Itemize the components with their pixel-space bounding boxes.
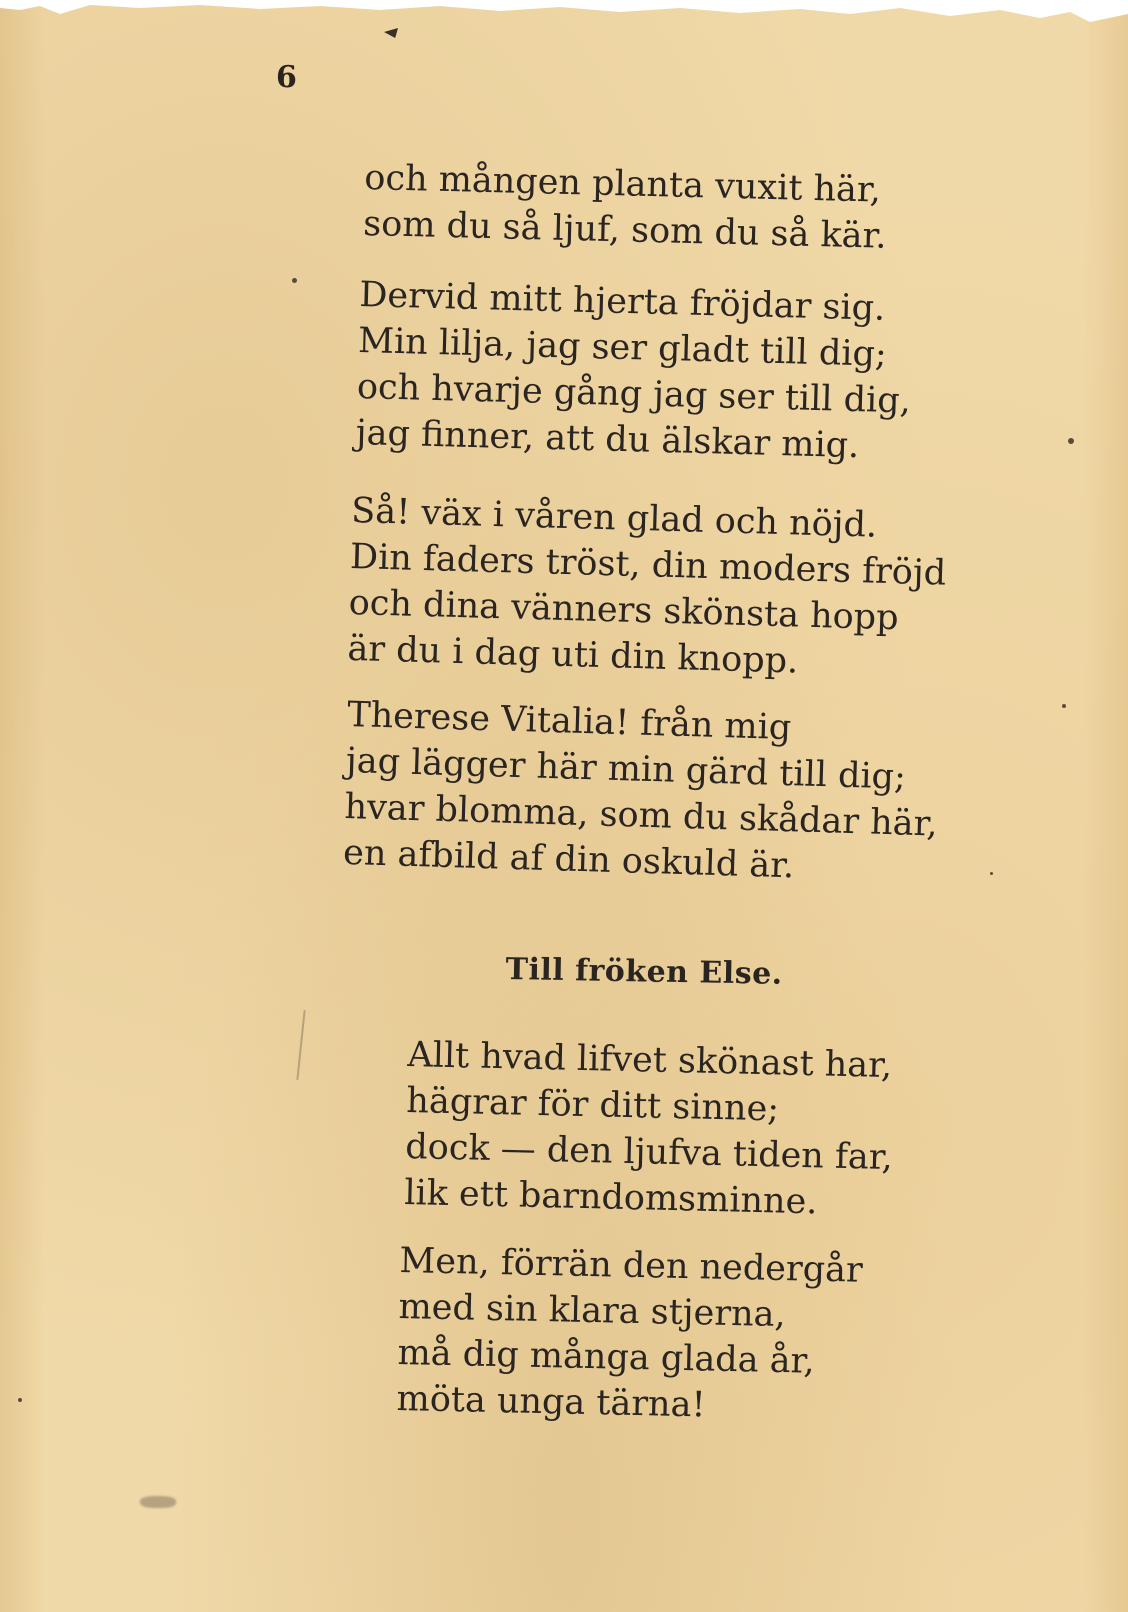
- verse-line: Allt hvad lifvet skönast har,: [407, 1034, 893, 1086]
- verse-line: och mången planta vuxit här,: [363, 157, 882, 211]
- verse-line: jag finner, att du älskar mig.: [355, 412, 860, 467]
- verse-line: och dina vänners skönsta hopp: [348, 582, 900, 639]
- paper-speck: [990, 872, 993, 875]
- verse-line: Therese Vitalia! från mig: [346, 694, 792, 749]
- verse-line: må dig många glada år,: [397, 1332, 815, 1382]
- paper-speck: [292, 278, 297, 283]
- page-number: 6: [276, 60, 297, 95]
- verse-line: en afbild af din oskuld är.: [342, 832, 795, 887]
- verse-line: Men, förrän den nedergår: [399, 1240, 864, 1291]
- torn-paper-edge: [0, 0, 1128, 40]
- verse-line: med sin klara stjerna,: [398, 1286, 786, 1336]
- ink-smudge: [140, 1496, 176, 1508]
- paper-speck: [1068, 438, 1074, 444]
- verse-line: Så! väx i våren glad och nöjd.: [350, 490, 878, 546]
- stanza-4: [343, 692, 941, 894]
- verse-line: lik ett barndomsminne.: [403, 1172, 818, 1223]
- verse-line: dock — den ljufva tiden far,: [404, 1126, 894, 1179]
- verse-line: Min lilja, jag ser gladt till dig;: [357, 320, 888, 375]
- verse-line: hägrar för ditt sinne;: [405, 1080, 780, 1130]
- stanza-3: [347, 488, 948, 689]
- stanza-2: [355, 272, 914, 470]
- stanza-5: [404, 1032, 896, 1227]
- stanza-1: [363, 155, 888, 260]
- verse-line: Dervid mitt hjerta fröjdar sig.: [358, 274, 886, 329]
- poem-title: Till fröken Else.: [505, 952, 783, 992]
- verse-line: Din faders tröst, din moders fröjd: [349, 536, 947, 594]
- verse-line: som du så ljuf, som du så kär.: [362, 203, 888, 257]
- stanza-6: [396, 1238, 863, 1432]
- verse-line: möta unga tärna!: [396, 1378, 706, 1426]
- paper-speck: [18, 1398, 22, 1402]
- paper-speck: [1062, 704, 1066, 708]
- verse-line: hvar blomma, som du skådar här,: [343, 786, 939, 845]
- verse-line: och hvarje gång jag ser till dig,: [356, 366, 912, 422]
- verse-line: är du i dag uti din knopp.: [346, 628, 799, 682]
- verse-line: jag lägger här min gärd till dig;: [345, 740, 907, 798]
- pencil-mark: [296, 1010, 305, 1080]
